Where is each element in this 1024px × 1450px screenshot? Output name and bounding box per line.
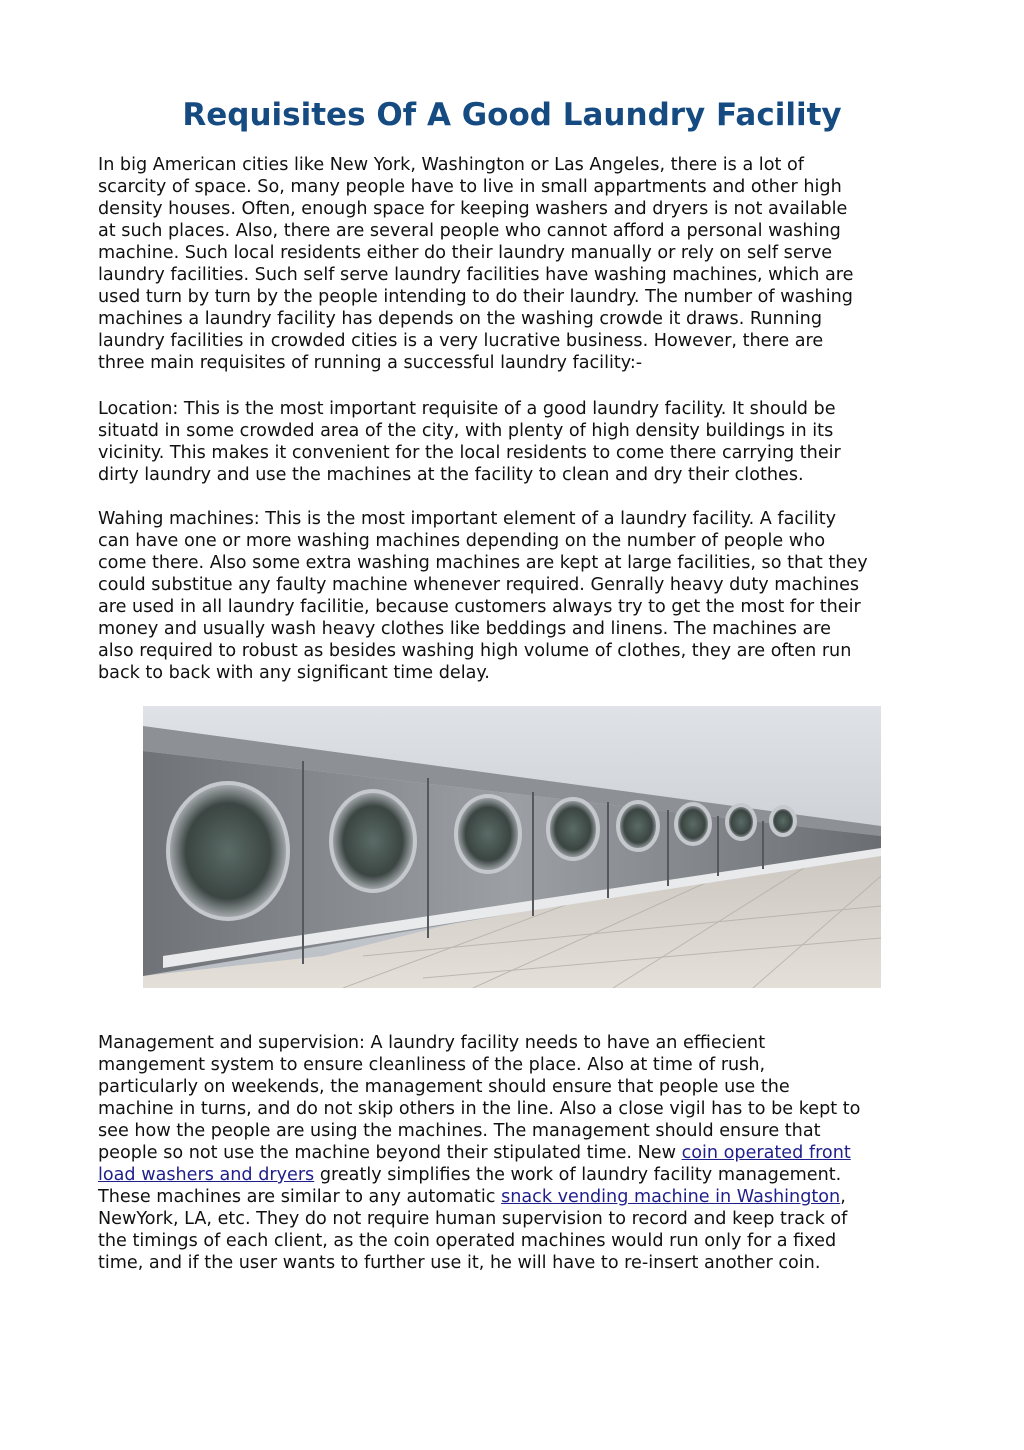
- washing-machines-paragraph: Wahing machines: This is the most important element of a laundry facility. A facility can have one or more washing machines depending on the number of people who come there. Also some extra washing machines are kept at large facilities, so that they could substitue any faulty machine whenever required. Genrally heavy duty machines are used in all laundry facilitie, because customers always try to get the most for their money and usually wash heavy clothes like beddings and linens. The machines are also required to robust as besides washing high volume of clothes, they are often run back to back with any significant time delay.: [98, 509, 868, 683]
- coin-operated-washers-link[interactable]: coin operated front load washers and dryers: [98, 1143, 851, 1185]
- page-title: Requisites Of A Good Laundry Facility: [182, 97, 842, 133]
- management-text-end: , NewYork, LA, etc. They do not require human supervision to record and keep track of the timings of each client, as the coin operated machines would run only for a fixed time, and if the user wants to further use it, he will have to re-insert another coin.: [98, 1187, 848, 1273]
- laundromat-washing-machines-photo: [143, 706, 881, 988]
- management-paragraph: [98, 1032, 938, 1274]
- management-text-start: Management and supervision: A laundry facility needs to have an effiecient mangement system to ensure cleanliness of the place. Also at time of rush, particularly on weekends, the management should ensure that people use the machine in turns, and do not skip others in the line. Also a close vigil has to be kept to see how the people are using the machines. The management should ensure that people so not use the machine beyond their stipulated time. New: [98, 1033, 861, 1163]
- management-text-middle: greatly simplifies the work of laundry facility management. These machines are similar to any automatic: [98, 1165, 842, 1207]
- washing-machines-illustration: [143, 706, 881, 988]
- location-paragraph: Location: This is the most important requisite of a good laundry facility. It should be situatd in some crowded area of the city, with plenty of high density buildings in its vicinity. This makes it convenient for the local residents to come there carrying their dirty laundry and use the machines at the facility to clean and dry their clothes.: [98, 399, 841, 485]
- snack-vending-machine-link[interactable]: snack vending machine in Washington: [501, 1187, 841, 1207]
- intro-paragraph: In big American cities like New York, Washington or Las Angeles, there is a lot of scarcity of space. So, many people have to live in small appartments and other high density houses. Often, enough space for keeping washers and dryers is not available at such places. Also, there are several people who cannot afford a personal washing machine. Such local residents either do their laundry manually or rely on self serve laundry facilities. Such self serve laundry facilities have washing machines, which are used turn by turn by the people intending to do their laundry. The number of washing machines a laundry facility has depends on the washing crowde it draws. Running laundry facilities in crowded cities is a very lucrative business. However, there are three main requisites of running a successful laundry facility:-: [98, 155, 854, 373]
